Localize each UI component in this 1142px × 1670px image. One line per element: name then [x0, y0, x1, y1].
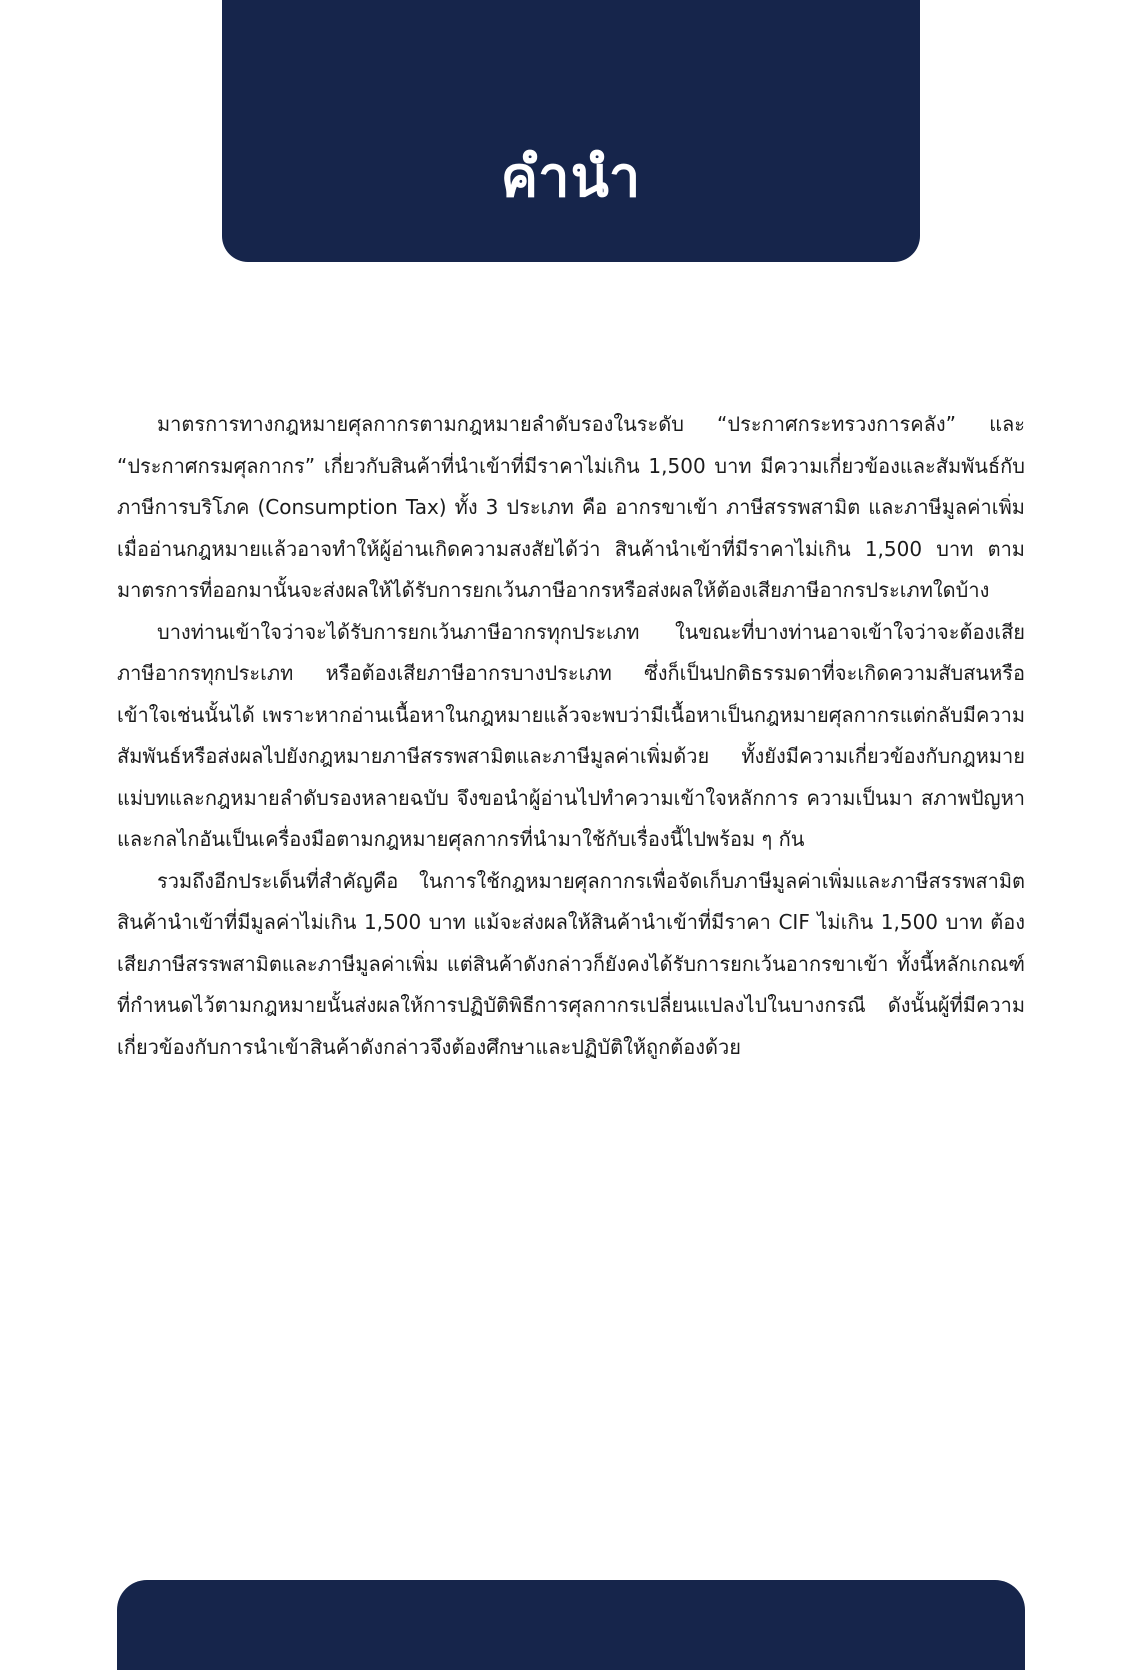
preface-body [117, 404, 1025, 1068]
header-banner [222, 0, 920, 262]
paragraph-3: รวมถึงอีกประเด็นที่สำคัญคือ ในการใช้กฎหมายศุลกากรเพื่อจัดเก็บภาษีมูลค่าเพิ่มและภาษีสรรพสามิตสินค้านำเข้าที่มีมูลค่าไม่เกิน 1,500 บาท แม้จะส่งผลให้สินค้านำเข้าที่มีราคา CIF ไม่เกิน 1,500 บาท ต้องเสียภาษีสรรพสามิตและภาษีมูลค่าเพิ่ม แต่สินค้าดังกล่าวก็ยังคงได้รับการยกเว้นอากรขาเข้า ทั้งนี้หลักเกณฑ์ที่กำหนดไว้ตามกฎหมายนั้นส่งผลให้การปฏิบัติพิธีการศุลกากรเปลี่ยนแปลงไปในบางกรณี ดังนั้นผู้ที่มีความเกี่ยวข้องกับการนำเข้าสินค้าดังกล่าวจึงต้องศึกษาและปฏิบัติให้ถูกต้องด้วย [117, 868, 1025, 1059]
footer-banner [117, 1580, 1025, 1670]
page-title: คำนำ [500, 144, 642, 210]
paragraph-1: มาตรการทางกฎหมายศุลกากรตามกฎหมายลำดับรองในระดับ “ประกาศกระทรวงการคลัง” และ “ประกาศกรมศุลกากร” เกี่ยวกับสินค้าที่นำเข้าที่มีราคาไม่เกิน 1,500 บาท มีความเกี่ยวข้องและสัมพันธ์กับภาษีการบริโภค (Consumption Tax) ทั้ง 3 ประเภท คือ อากรขาเข้า ภาษีสรรพสามิต และภาษีมูลค่าเพิ่ม เมื่ออ่านกฎหมายแล้วอาจทำให้ผู้อ่านเกิดความสงสัยได้ว่า สินค้านำเข้าที่มีราคาไม่เกิน 1,500 บาท ตามมาตรการที่ออกมานั้นจะส่งผลให้ได้รับการยกเว้นภาษีอากรหรือส่งผลให้ต้องเสียภาษีอากรประเภทใดบ้าง [117, 412, 1025, 602]
paragraph-2: บางท่านเข้าใจว่าจะได้รับการยกเว้นภาษีอากรทุกประเภท ในขณะที่บางท่านอาจเข้าใจว่าจะต้องเสียภาษีอากรทุกประเภท หรือต้องเสียภาษีอากรบางประเภท ซึ่งก็เป็นปกติธรรมดาที่จะเกิดความสับสนหรือเข้าใจเช่นนั้นได้ เพราะหากอ่านเนื้อหาในกฎหมายแล้วจะพบว่ามีเนื้อหาเป็นกฎหมายศุลกากรแต่กลับมีความสัมพันธ์หรือส่งผลไปยังกฎหมายภาษีสรรพสามิตและภาษีมูลค่าเพิ่มด้วย ทั้งยังมีความเกี่ยวข้องกับกฎหมายแม่บทและกฎหมายลำดับรองหลายฉบับ จึงขอนำผู้อ่านไปทำความเข้าใจหลักการ ความเป็นมา สภาพปัญหา และกลไกอันเป็นเครื่องมือตามกฎหมายศุลกากรที่นำมาใช้กับเรื่องนี้ไปพร้อม ๆ กัน [117, 619, 1025, 851]
